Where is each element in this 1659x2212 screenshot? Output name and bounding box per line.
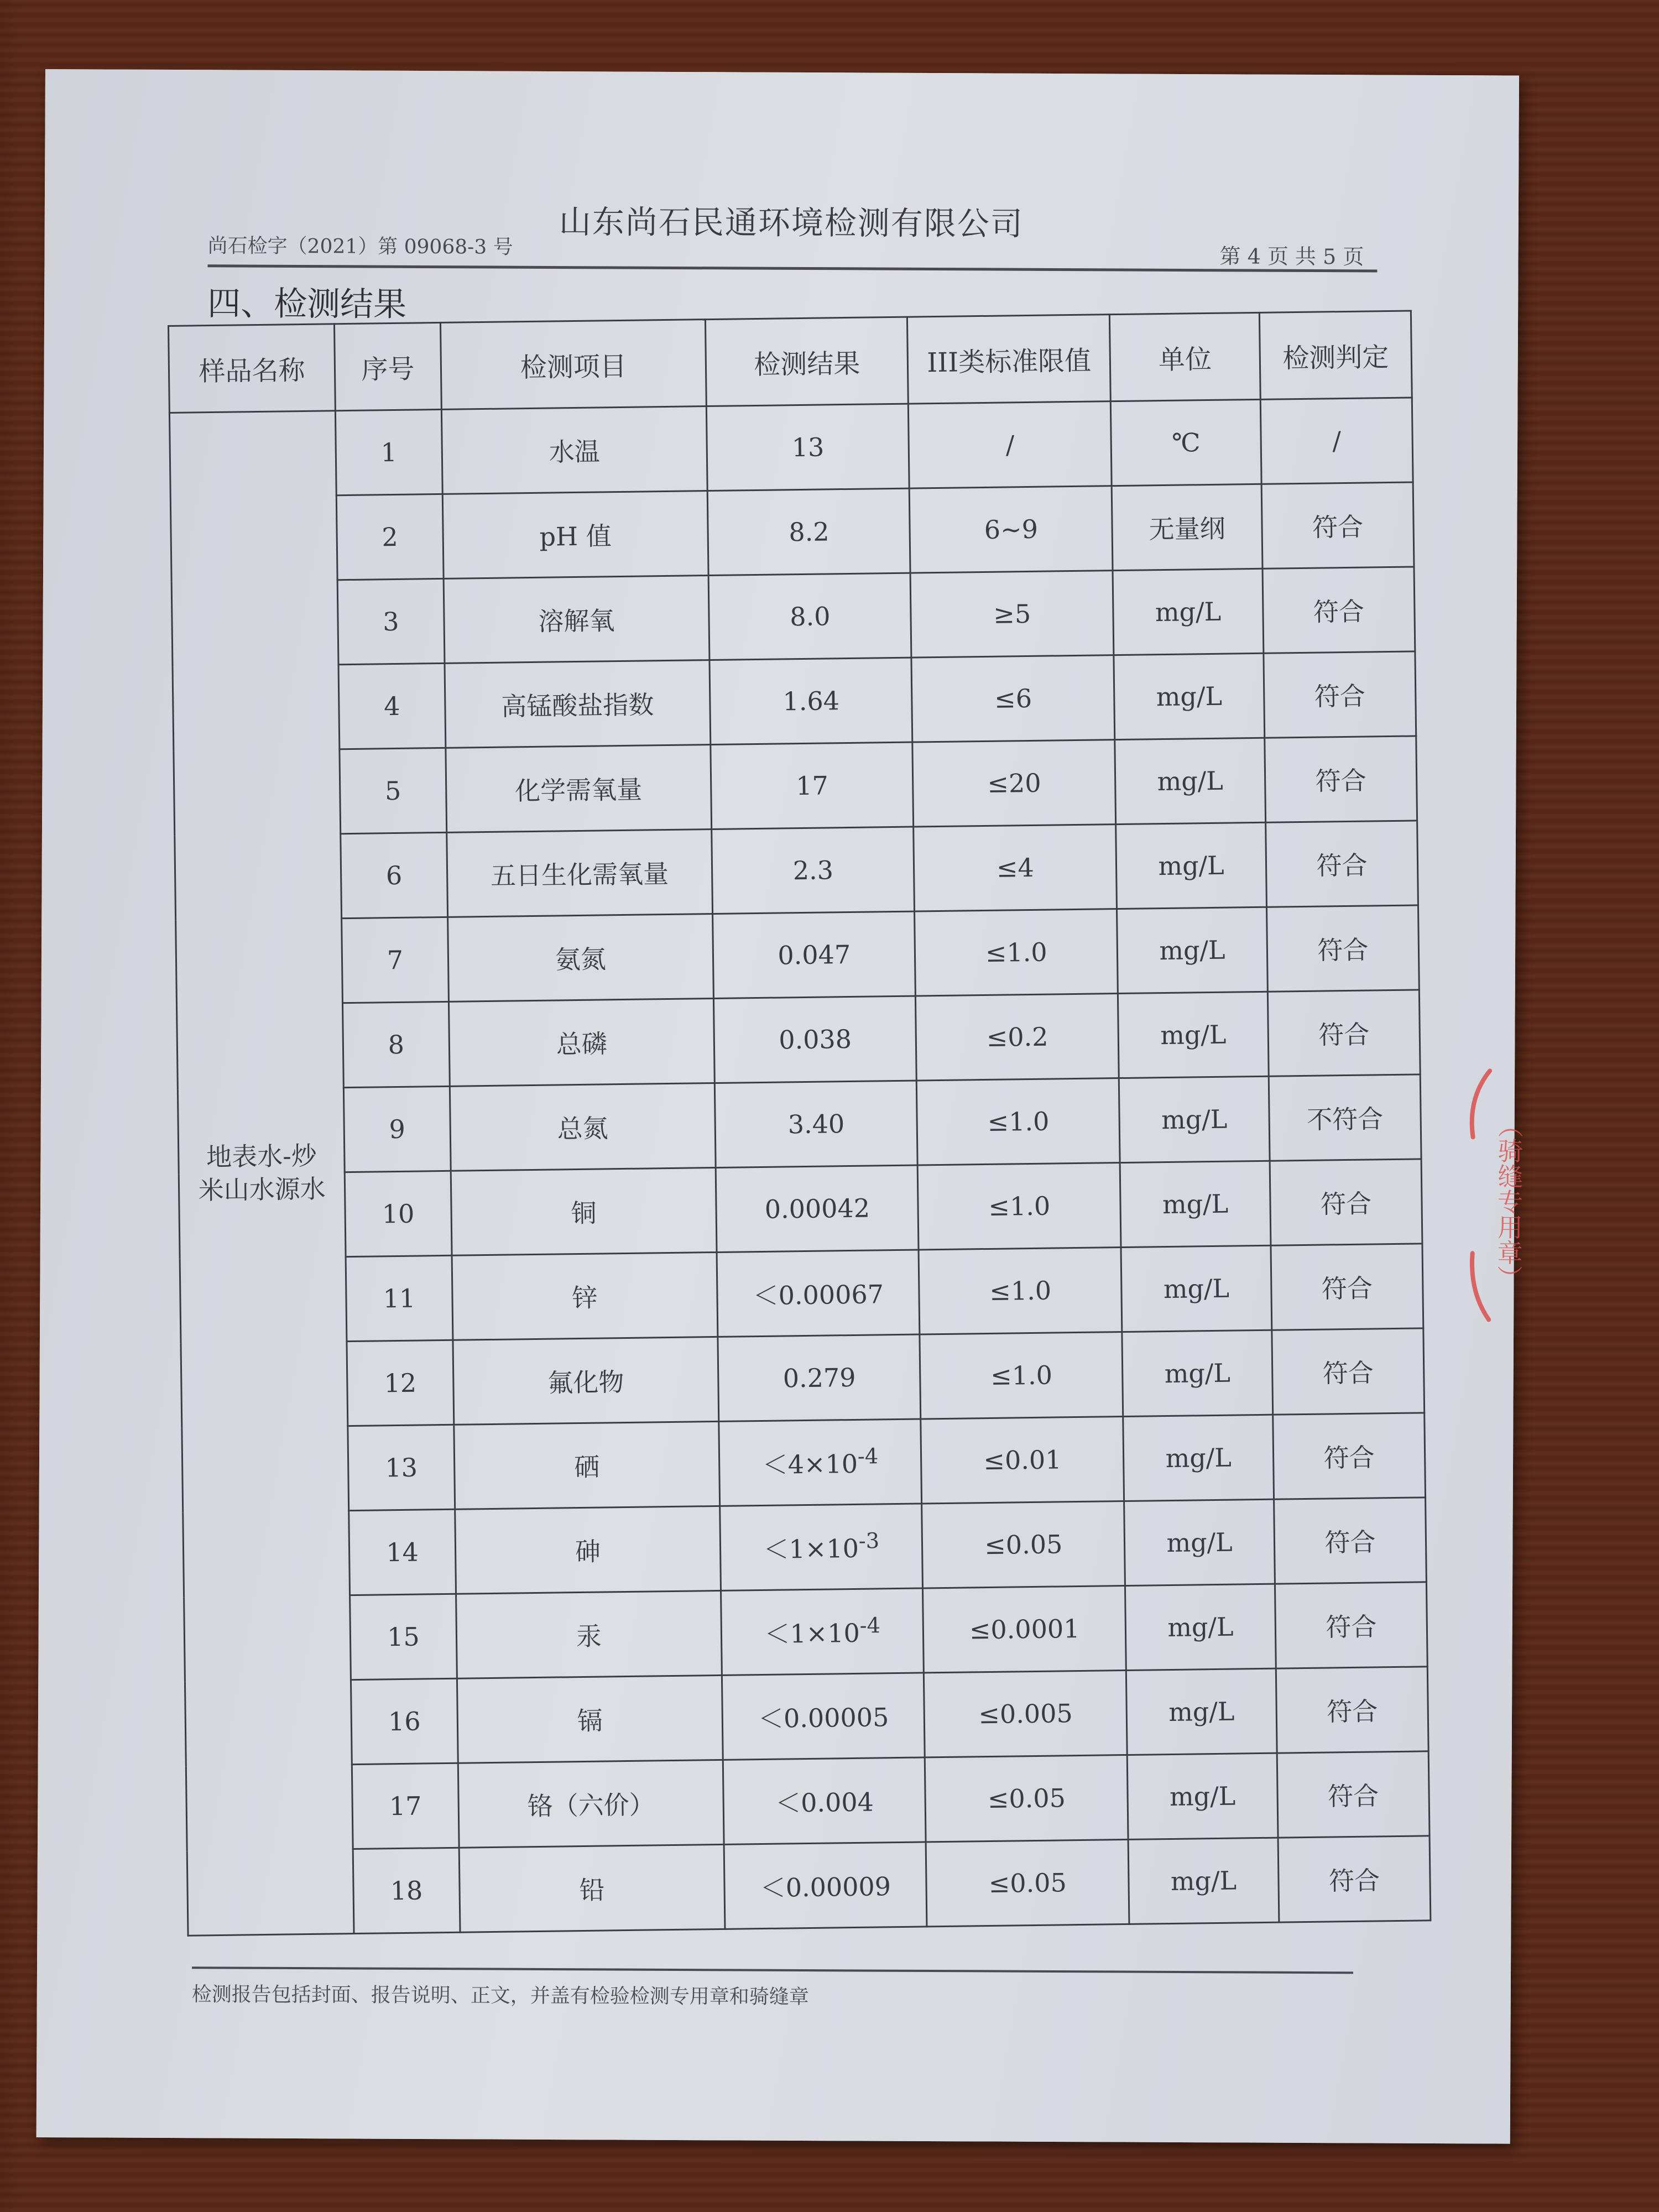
- row-no: 5: [340, 748, 446, 833]
- row-no: 1: [336, 409, 442, 495]
- header-item: 检测项目: [440, 320, 706, 410]
- row-no: 7: [342, 917, 448, 1003]
- row-no: 4: [338, 663, 445, 749]
- row-item: pH 值: [442, 491, 708, 579]
- row-no: 15: [350, 1594, 457, 1679]
- table-row: [184, 1582, 1428, 1682]
- row-unit: mg/L: [1113, 568, 1264, 655]
- seal-text: （骑缝专用章）: [1493, 1112, 1524, 1291]
- row-limit: ≤20: [912, 740, 1115, 827]
- row-result: 0.279: [718, 1334, 921, 1421]
- table-row: [179, 1159, 1422, 1259]
- company-name: 山东尚石民通环境检测有限公司: [559, 203, 1024, 243]
- row-unit: mg/L: [1114, 653, 1265, 739]
- result-exponent: -4: [859, 1613, 881, 1639]
- row-item: 化学需氧量: [446, 745, 712, 833]
- row-limit: ≤0.05: [925, 1755, 1128, 1841]
- row-result: 0.047: [713, 911, 916, 998]
- header-result: 检测结果: [706, 317, 909, 406]
- page-indicator: 第 4 页 共 5 页: [1219, 244, 1364, 269]
- row-verdict: 符合: [1267, 905, 1420, 992]
- row-limit: ≥5: [911, 571, 1114, 658]
- row-result: [721, 1588, 924, 1675]
- report-page: [36, 69, 1524, 2144]
- table-row: [169, 398, 1413, 497]
- row-item: 氟化物: [453, 1337, 719, 1425]
- row-result: ＜0.00005: [722, 1673, 925, 1760]
- row-unit: mg/L: [1123, 1415, 1274, 1501]
- row-unit: mg/L: [1115, 738, 1266, 824]
- row-verdict: 符合: [1272, 1328, 1425, 1415]
- row-no: 13: [348, 1425, 455, 1510]
- row-limit: ≤1.0: [918, 1163, 1121, 1250]
- header-limit: III类标准限值: [907, 315, 1110, 404]
- row-unit: mg/L: [1117, 907, 1268, 993]
- table-row: [183, 1498, 1427, 1597]
- row-verdict: /: [1260, 398, 1413, 484]
- row-result: ＜0.00009: [724, 1842, 927, 1929]
- row-item: 氨氮: [447, 914, 713, 1002]
- row-item: 五日生化需氧量: [446, 830, 712, 917]
- row-result: 8.0: [708, 573, 911, 660]
- footer-divider: [192, 1966, 1353, 1974]
- section-title: 四、检测结果: [207, 284, 407, 324]
- row-unit: ℃: [1110, 399, 1261, 486]
- row-no: 10: [345, 1171, 451, 1256]
- row-unit: mg/L: [1120, 1161, 1271, 1247]
- row-unit: mg/L: [1127, 1753, 1278, 1839]
- row-result: 17: [711, 742, 914, 829]
- row-verdict: 不符合: [1269, 1074, 1421, 1161]
- row-verdict: 符合: [1261, 482, 1414, 568]
- row-result: [720, 1504, 923, 1590]
- row-limit: ≤6: [911, 655, 1114, 742]
- row-limit: ≤1.0: [917, 1078, 1120, 1165]
- table-row: [174, 736, 1417, 836]
- row-limit: ≤0.0001: [923, 1585, 1126, 1672]
- row-item: 镉: [457, 1675, 723, 1763]
- row-limit: ≤0.005: [924, 1670, 1127, 1757]
- result-exponent: -4: [857, 1444, 879, 1469]
- row-unit: mg/L: [1124, 1499, 1275, 1585]
- table-row: [171, 567, 1415, 666]
- row-result: 3.40: [714, 1081, 917, 1167]
- row-result: ＜0.00067: [717, 1250, 920, 1337]
- header-unit: 单位: [1109, 312, 1260, 401]
- row-unit: mg/L: [1128, 1838, 1279, 1924]
- row-result: 0.038: [714, 996, 917, 1083]
- table-row: [181, 1328, 1425, 1428]
- row-unit: mg/L: [1126, 1668, 1277, 1755]
- row-verdict: 符合: [1275, 1582, 1427, 1668]
- row-unit: mg/L: [1121, 1245, 1272, 1332]
- row-limit: ≤0.2: [916, 994, 1119, 1081]
- row-verdict: 符合: [1271, 1244, 1423, 1330]
- table-row: [170, 482, 1414, 582]
- row-unit: mg/L: [1118, 992, 1269, 1078]
- row-no: 6: [341, 832, 447, 918]
- row-no: 11: [346, 1255, 452, 1341]
- header-verdict: 检测判定: [1259, 311, 1412, 399]
- result-base: ＜1×10: [763, 1533, 859, 1564]
- table-header-row: [169, 311, 1412, 413]
- table-row: [185, 1667, 1428, 1766]
- table-row: [173, 651, 1416, 751]
- table-row: [187, 1836, 1431, 1936]
- row-item: 高锰酸盐指数: [445, 660, 711, 748]
- row-item: 铅: [459, 1844, 725, 1932]
- table-row: [186, 1751, 1430, 1851]
- row-item: 铜: [451, 1167, 717, 1255]
- header-no: 序号: [335, 322, 441, 410]
- row-item: 锌: [452, 1252, 718, 1340]
- row-item: 硒: [453, 1421, 719, 1509]
- row-verdict: 符合: [1274, 1498, 1427, 1584]
- row-no: 14: [349, 1509, 456, 1595]
- row-item: 总氮: [450, 1083, 716, 1171]
- row-verdict: 符合: [1262, 567, 1415, 653]
- row-limit: ≤4: [914, 825, 1117, 911]
- row-item: 砷: [455, 1506, 721, 1594]
- row-result: ＜0.004: [723, 1757, 926, 1844]
- row-no: 3: [337, 578, 444, 664]
- table-row: [175, 821, 1418, 920]
- row-no: 9: [344, 1086, 451, 1172]
- row-item: 溶解氧: [444, 576, 709, 664]
- row-verdict: 符合: [1273, 1413, 1426, 1499]
- row-limit: ≤1.0: [919, 1248, 1121, 1334]
- results-table: [168, 310, 1431, 1936]
- table-row: [180, 1244, 1423, 1343]
- footer-note: 检测报告包括封面、报告说明、正文，并盖有检验检测专用章和骑缝章: [191, 1983, 809, 2009]
- row-no: 8: [343, 1001, 450, 1087]
- row-item: 铬（六价）: [458, 1760, 724, 1848]
- row-verdict: 符合: [1265, 736, 1417, 822]
- row-item: 总磷: [448, 998, 714, 1086]
- row-limit: /: [909, 401, 1112, 488]
- row-verdict: 符合: [1277, 1751, 1430, 1838]
- row-unit: 无量纲: [1112, 484, 1262, 570]
- row-unit: mg/L: [1122, 1330, 1273, 1416]
- row-limit: ≤0.05: [926, 1839, 1129, 1926]
- row-verdict: 符合: [1267, 990, 1420, 1076]
- row-result: 1.64: [709, 658, 912, 744]
- row-limit: ≤0.01: [921, 1417, 1124, 1504]
- row-limit: ≤1.0: [920, 1332, 1123, 1419]
- result-exponent: -3: [858, 1528, 880, 1554]
- row-verdict: 符合: [1270, 1159, 1422, 1245]
- row-unit: mg/L: [1116, 822, 1267, 909]
- result-base: ＜4×10: [762, 1448, 858, 1480]
- row-verdict: 符合: [1278, 1836, 1431, 1922]
- row-no: 2: [336, 494, 443, 580]
- row-verdict: 符合: [1276, 1667, 1428, 1753]
- row-unit: mg/L: [1119, 1076, 1270, 1162]
- row-no: 18: [353, 1848, 460, 1933]
- row-result: 8.2: [707, 488, 910, 575]
- table-row: [182, 1413, 1426, 1512]
- table-row: [178, 1074, 1421, 1174]
- row-limit: 6~9: [910, 486, 1113, 573]
- report-number: 尚石检字（2021）第 09068-3 号: [207, 234, 513, 259]
- row-result: [719, 1419, 922, 1506]
- header-sample-name: 样品名称: [169, 324, 336, 413]
- row-verdict: 符合: [1266, 821, 1418, 907]
- row-verdict: 符合: [1264, 651, 1416, 738]
- row-limit: ≤1.0: [915, 909, 1118, 996]
- table-row: [177, 990, 1421, 1089]
- row-result: 2.3: [712, 827, 915, 914]
- row-item: 水温: [441, 406, 707, 494]
- table-row: [176, 905, 1420, 1005]
- row-result: 0.00042: [716, 1165, 919, 1252]
- row-limit: ≤0.05: [922, 1501, 1125, 1588]
- row-result: 13: [707, 404, 910, 491]
- result-base: ＜1×10: [764, 1618, 860, 1649]
- header-divider: [207, 264, 1377, 272]
- row-item: 汞: [456, 1590, 722, 1678]
- seam-seal-stamp-icon: [1455, 1065, 1540, 1326]
- row-unit: mg/L: [1125, 1584, 1276, 1670]
- row-no: 17: [352, 1763, 458, 1849]
- row-no: 12: [347, 1340, 453, 1426]
- sample-name-cell: 地表水-炒米山水源水: [169, 411, 354, 1936]
- row-no: 16: [351, 1678, 458, 1764]
